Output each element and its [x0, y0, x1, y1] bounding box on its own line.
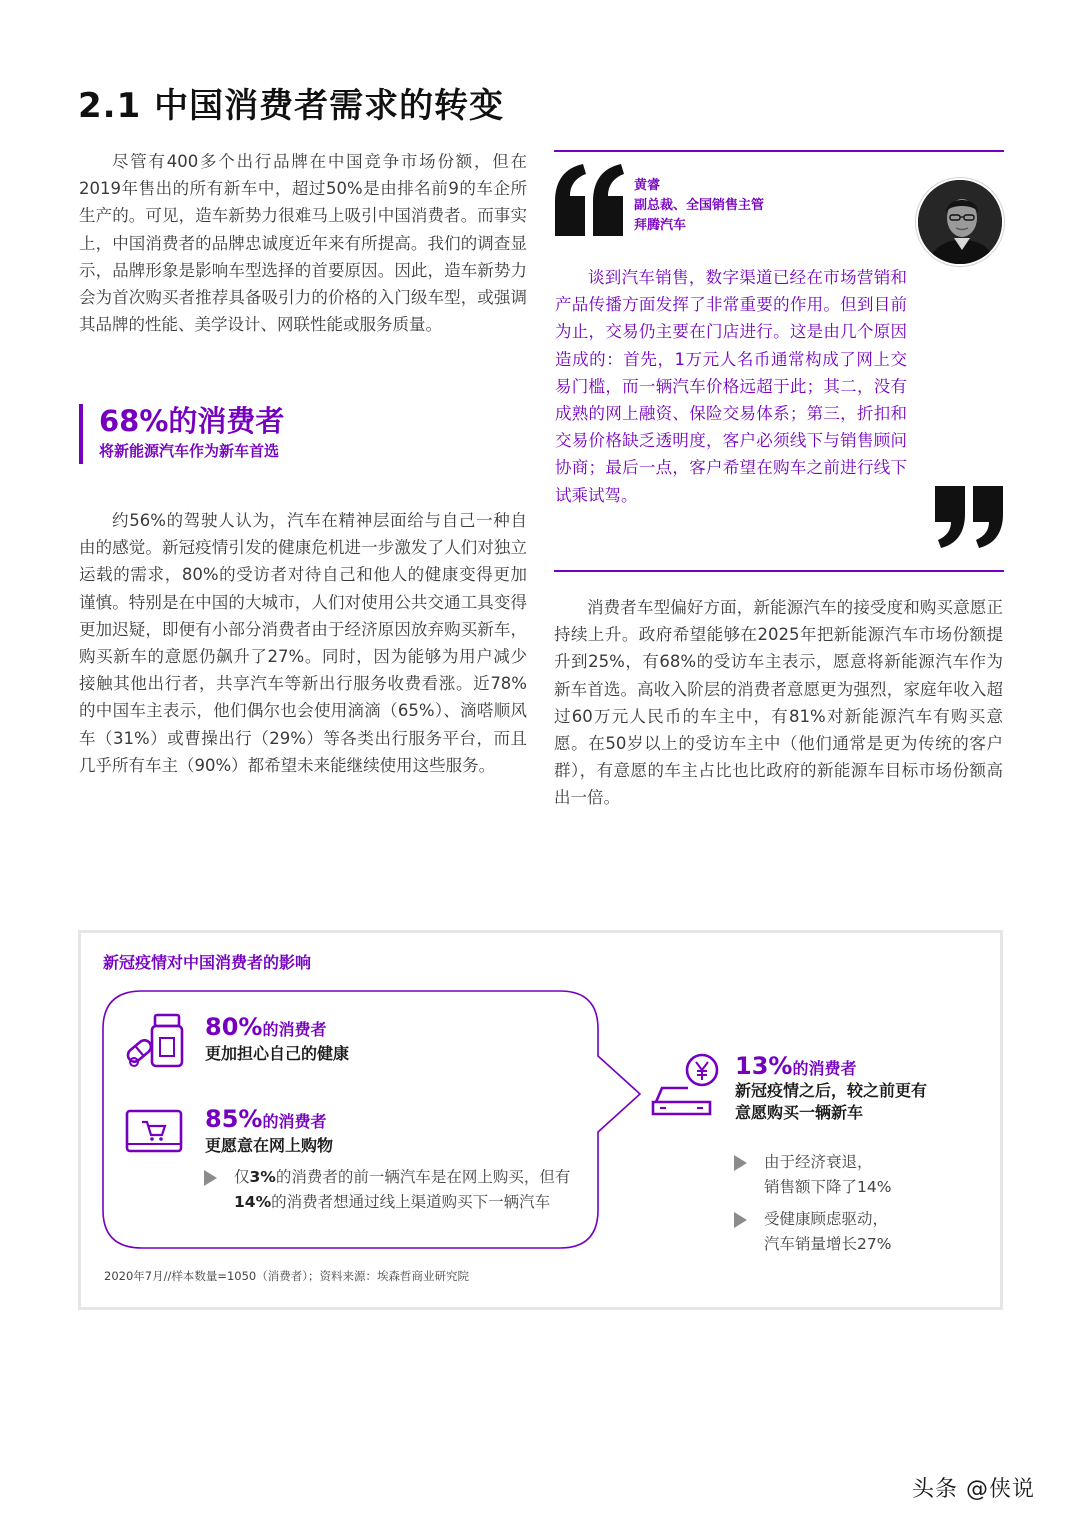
online-stat-value: 85% [205, 1105, 263, 1133]
health-stat-description: 更加担心自己的健康 [205, 1044, 350, 1063]
bullet-triangle-icon [204, 1170, 217, 1186]
car-price-icon [650, 1052, 724, 1120]
speaker-name: 黄睿 [634, 178, 661, 193]
medicine-icon [124, 1012, 188, 1068]
recession-bullet-line2: 销售额下降了14% [764, 1178, 892, 1196]
online-stat-headline [205, 1105, 326, 1133]
portrait-illustration [918, 180, 1004, 266]
health-driven-bullet-line1: 受健康顾虑驱动， [764, 1210, 889, 1228]
speaker-company: 拜腾汽车 [634, 218, 687, 233]
infographic-title: 新冠疫情对中国消费者的影响 [103, 953, 312, 972]
online-stat-suffix: 的消费者 [262, 1112, 327, 1131]
recession-bullet [764, 1150, 891, 1200]
stat-callout-subtitle: 将新能源汽车作为新车首选 [99, 442, 280, 460]
new-car-stat-headline [735, 1052, 856, 1080]
source-note: 2020年7月//样本数量=1050（消费者）；资料来源：埃森哲商业研究院 [104, 1269, 469, 1283]
online-shopping-icon [124, 1108, 186, 1158]
new-car-stat-line2: 意愿购买一辆新车 [735, 1103, 864, 1122]
new-car-stat-value: 13% [735, 1052, 793, 1080]
recession-bullet-line1: 由于经济衰退， [764, 1153, 873, 1171]
health-driven-bullet-line2: 汽车销量增长27% [764, 1235, 892, 1253]
watermark: 头条 @侠说 [912, 1477, 1035, 1502]
online-stat-description: 更愿意在网上购物 [205, 1136, 334, 1155]
quote-bottom-rule [554, 570, 1004, 572]
body-paragraph: 约56%的驾驶人认为，汽车在精神层面给与自己一种自由的感觉。新冠疫情引发的健康危机进一步激发了人们对独立运载的需求，80%的受访者对待自己和他人的健康变得更加谨慎。特别是在中国的大城市，人们对使用公共交通工具变得更加迟疑，即便有小部分消费者由于经济原因放弃购买新车，购买新车的意愿仍飙升了27%。同时，因为能够为用户减少接触其他出行者，共享汽车等新出行服务收费看涨。近78%的中国车主表示，他们偶尔也会使用滴滴（65%）、滴嗒顺风车（31%）或曹操出行（29%）等各类出行服务平台，而且几乎所有车主（90%）都希望未来能继续使用这些服务。 [79, 511, 527, 775]
bullet-triangle-icon [734, 1155, 747, 1171]
quote-text: 谈到汽车销售，数字渠道已经在市场营销和产品传播方面发挥了非常重要的作用。但到目前为止，交易仍主要在门店进行。这是由几个原因造成的：首先，1万元人名币通常构成了网上交易门槛，而一辆汽车价格远超于此；其二，没有成熟的网上融资、保险交易体系；第三，折扣和交易价格缺乏透明度，客户必须线下与销售顾问协商；最后一点，客户希望在购车之前进行线下试乘试驾。 [555, 268, 907, 505]
health-stat-headline [205, 1013, 326, 1041]
intro-paragraph: 尽管有400多个出行品牌在中国竞争市场份额，但在2019年售出的所有新车中，超过50%是由排名前9的车企所生产的。可见，造车新势力很难马上吸引中国消费者。而事实上，中国消费者的品牌忠诚度近年来有所提高。我们的调查显示，品牌形象是影响车型选择的首要原因。因此，造车新势力会为首次购买者推荐具备吸引力的价格的入门级车型，或强调其品牌的性能、美学设计、网联性能或服务质量。 [79, 152, 527, 335]
new-car-stat-suffix: 的消费者 [792, 1059, 857, 1078]
new-car-stat-line1: 新冠疫情之后，较之前更有 [735, 1081, 928, 1100]
open-quote-icon [553, 162, 625, 238]
page-title: 2.1 中国消费者需求的转变 [78, 86, 505, 126]
health-stat-value: 80% [205, 1013, 263, 1041]
speaker-role: 副总裁、全国销售主管 [634, 198, 765, 213]
online-bullet-value-2: 14% [234, 1193, 272, 1211]
health-stat-suffix: 的消费者 [262, 1020, 327, 1039]
online-bullet-value-1: 3% [249, 1168, 276, 1186]
close-quote-icon [933, 484, 1005, 550]
online-stat-bullet [234, 1165, 584, 1215]
stat-callout-value: 68%的消费者 [99, 404, 285, 438]
quote-top-rule [554, 150, 1004, 152]
ev-preference-paragraph: 消费者车型偏好方面，新能源汽车的接受度和购买意愿正持续上升。政府希望能够在2025年把新能源汽车市场份额提升到25%，有68%的受访车主表示，愿意将新能源汽车作为新车首选。高收入阶层的消费者意愿更为强烈，家庭年收入超过60万元人民币的车主中，有81%对新能源汽车有购买意愿。在50岁以上的受访车主中（他们通常是更为传统的客户群），有意愿的车主占比也比政府的新能源车目标市场份额高出一倍。 [554, 598, 1003, 808]
quote-attribution [634, 176, 764, 236]
online-bullet-text-2: 的消费者的前一辆汽车是在网上购买，但有 [275, 1168, 571, 1186]
online-bullet-text-3: 的消费者想通过线上渠道购买下一辆汽车 [271, 1193, 551, 1211]
speaker-avatar [916, 178, 1004, 266]
health-driven-bullet [764, 1207, 891, 1257]
online-bullet-text-1: 仅 [234, 1168, 250, 1186]
stat-callout [79, 404, 284, 464]
bullet-triangle-icon [734, 1212, 747, 1228]
